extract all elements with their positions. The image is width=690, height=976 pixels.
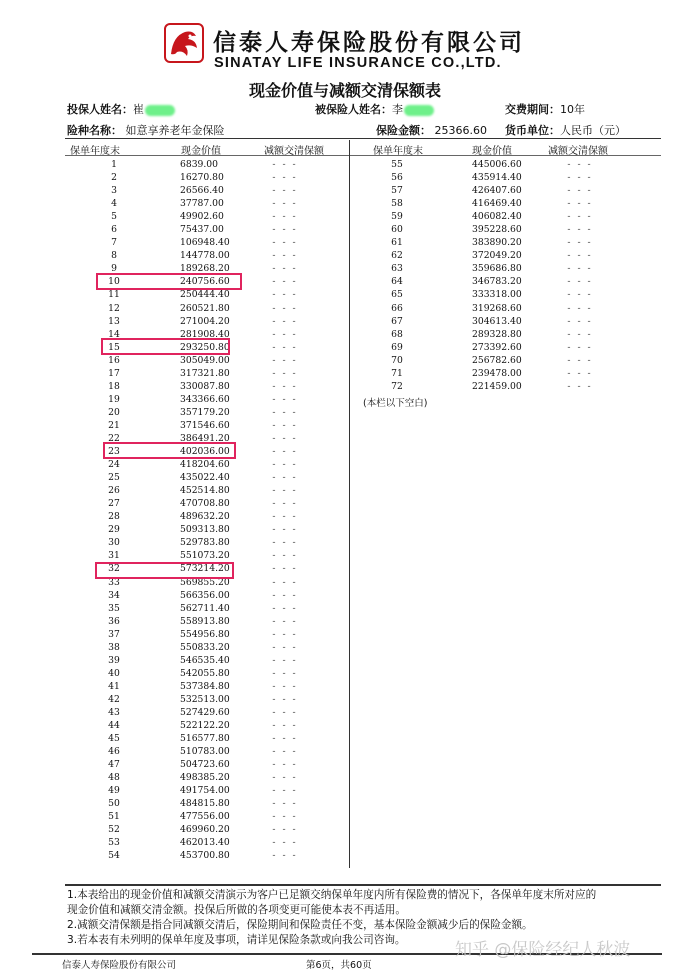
table-cell: 10 — [108, 276, 120, 288]
footnote-3: 3.若本表有未列明的保单年度及事项，请详见保险条款或向我公司咨询。 — [67, 934, 406, 946]
table-cell: 2 — [111, 172, 117, 184]
table-cell: 250444.40 — [180, 289, 230, 301]
table-cell: 462013.40 — [180, 837, 230, 849]
table-cell-dash: - - - — [272, 172, 298, 184]
table-cell: 46 — [108, 746, 120, 758]
table-cell-dash: - - - — [272, 185, 298, 197]
table-cell: 26566.40 — [180, 185, 224, 197]
table-cell: 45 — [108, 733, 120, 745]
table-cell: 29 — [108, 524, 120, 536]
table-cell: 509313.80 — [180, 524, 230, 536]
table-cell: 1 — [111, 159, 117, 170]
table-cell: 273392.60 — [472, 341, 522, 353]
header-year-right: 保单年度末 — [373, 146, 423, 157]
right-year-column — [377, 158, 417, 393]
table-cell-dash: - - - — [272, 393, 298, 405]
table-cell: 57 — [391, 185, 403, 197]
table-cell: 14 — [108, 328, 120, 340]
table-cell-dash: - - - — [272, 746, 298, 758]
table-cell: 504723.60 — [180, 759, 230, 771]
table-cell: 562711.40 — [180, 602, 230, 614]
table-cell: 69 — [391, 341, 403, 353]
redaction-mark — [404, 105, 434, 116]
table-cell-dash: - - - — [567, 276, 593, 288]
table-cell: 27 — [108, 498, 120, 510]
table-cell: 3 — [111, 185, 117, 197]
table-cell: 16270.80 — [180, 172, 224, 184]
table-cell-dash: - - - — [567, 302, 593, 314]
table-cell: 75437.00 — [180, 224, 224, 236]
table-cell: 40 — [108, 667, 120, 679]
table-cell-dash: - - - — [272, 550, 298, 562]
table-cell: 67 — [391, 315, 403, 327]
table-cell-dash: - - - — [272, 576, 298, 588]
table-cell: 19 — [108, 393, 120, 405]
table-cell: 49902.60 — [180, 211, 224, 223]
table-cell: 22 — [108, 432, 120, 444]
table-cell: 435022.40 — [180, 472, 230, 484]
table-cell: 37 — [108, 628, 120, 640]
left-cash-column — [180, 158, 230, 863]
table-cell: 537384.80 — [180, 680, 230, 692]
table-cell: 550833.20 — [180, 641, 230, 653]
table-cell: 532513.00 — [180, 693, 230, 705]
table-cell: 63 — [391, 263, 403, 275]
table-cell-dash: - - - — [272, 837, 298, 849]
table-cell: 31 — [108, 550, 120, 562]
table-cell: 26 — [108, 485, 120, 497]
table-cell: 542055.80 — [180, 667, 230, 679]
table-cell: 386491.20 — [180, 432, 230, 444]
table-cell: 189268.20 — [180, 263, 230, 275]
table-cell: 71 — [391, 367, 403, 379]
table-cell: 72 — [391, 380, 403, 392]
table-cell: 470708.80 — [180, 498, 230, 510]
table-cell: 21 — [108, 419, 120, 431]
table-cell-dash: - - - — [272, 250, 298, 262]
table-cell-dash: - - - — [567, 315, 593, 327]
table-cell-dash: - - - — [272, 798, 298, 810]
table-cell-dash: - - - — [567, 237, 593, 249]
table-cell: 12 — [108, 302, 120, 314]
table-cell-dash: - - - — [272, 263, 298, 275]
table-cell: 330087.80 — [180, 380, 230, 392]
insured-value: 李 — [392, 103, 403, 116]
table-cell: 59 — [391, 211, 403, 223]
header-paidup-left: 减额交清保额 — [264, 146, 324, 157]
table-cell: 60 — [391, 224, 403, 236]
notes-top-border — [65, 884, 661, 886]
header-cash-left: 现金价值 — [181, 146, 221, 157]
table-cell-dash: - - - — [567, 224, 593, 236]
table-cell: 239478.00 — [472, 367, 522, 379]
table-cell-dash: - - - — [272, 759, 298, 771]
footnote-1b: 现金价值和减额交清金额。投保后所做的各项变更可能使本表不再适用。 — [67, 904, 406, 916]
table-cell: 383890.20 — [472, 237, 522, 249]
table-cell: 35 — [108, 602, 120, 614]
table-cell: 359686.80 — [472, 263, 522, 275]
policyholder-field — [67, 101, 175, 117]
table-cell-dash: - - - — [567, 367, 593, 379]
table-cell-dash: - - - — [272, 654, 298, 666]
highlight-year-10 — [96, 273, 242, 290]
product-label: 险种名称： — [67, 124, 122, 137]
footnote-2: 2.减额交清保额是指合同减额交清后，保险期间和保险责任不变，基本保险金额减少后的保险金额。 — [67, 919, 533, 931]
table-cell-dash: - - - — [567, 172, 593, 184]
sum-value: 25366.60 — [434, 124, 487, 137]
table-cell-dash: - - - — [567, 211, 593, 223]
table-cell: 6839.00 — [180, 159, 218, 170]
pay-period-field — [505, 101, 585, 117]
table-cell: 106948.40 — [180, 237, 230, 249]
table-cell-dash: - - - — [567, 263, 593, 275]
table-cell-dash: - - - — [272, 302, 298, 314]
document-title: 现金价值与减额交清保额表 — [248, 81, 441, 100]
table-cell-dash: - - - — [272, 198, 298, 210]
table-cell: 24 — [108, 459, 120, 471]
table-column-divider — [349, 140, 350, 868]
table-cell: 343366.60 — [180, 393, 230, 405]
footer-company: 信泰人寿保险股份有限公司 — [62, 960, 177, 971]
table-cell: 62 — [391, 250, 403, 262]
table-cell-dash: - - - — [272, 667, 298, 679]
table-cell: 498385.20 — [180, 772, 230, 784]
table-cell: 66 — [391, 302, 403, 314]
left-paidup-column — [255, 158, 315, 863]
footer-page-number: 第6页，共60页 — [306, 960, 372, 971]
table-cell: 7 — [111, 237, 117, 249]
table-cell-dash: - - - — [567, 328, 593, 340]
table-cell: 221459.00 — [472, 380, 522, 392]
table-cell-dash: - - - — [272, 237, 298, 249]
table-cell: 333318.00 — [472, 289, 522, 301]
company-logo — [163, 22, 205, 64]
table-cell: 52 — [108, 824, 120, 836]
table-cell-dash: - - - — [272, 354, 298, 366]
table-cell: 558913.80 — [180, 615, 230, 627]
table-cell: 54 — [108, 850, 120, 862]
table-cell-dash: - - - — [567, 380, 593, 392]
table-cell-dash: - - - — [272, 498, 298, 510]
table-cell: 469960.20 — [180, 824, 230, 836]
table-cell: 70 — [391, 354, 403, 366]
highlight-year-23 — [103, 442, 236, 459]
table-cell-dash: - - - — [272, 211, 298, 223]
table-cell-dash: - - - — [272, 524, 298, 536]
table-cell: 61 — [391, 237, 403, 249]
table-cell: 529783.80 — [180, 537, 230, 549]
pay-period-value: 10年 — [560, 103, 585, 116]
product-field — [67, 122, 225, 138]
table-cell-dash: - - - — [272, 824, 298, 836]
table-cell: 16 — [108, 354, 120, 366]
table-cell: 484815.80 — [180, 798, 230, 810]
table-cell: 527429.60 — [180, 706, 230, 718]
right-paidup-column — [550, 158, 610, 393]
table-cell-dash: - - - — [272, 589, 298, 601]
table-cell-dash: - - - — [272, 367, 298, 379]
table-cell: 37787.00 — [180, 198, 224, 210]
header-paidup-right: 减额交清保额 — [548, 146, 608, 157]
table-cell: 8 — [111, 250, 117, 262]
table-cell: 551073.20 — [180, 550, 230, 562]
table-cell: 47 — [108, 759, 120, 771]
table-cell: 346783.20 — [472, 276, 522, 288]
table-cell-dash: - - - — [272, 811, 298, 823]
table-cell-dash: - - - — [272, 785, 298, 797]
table-cell: 18 — [108, 380, 120, 392]
table-cell: 42 — [108, 693, 120, 705]
table-cell: 573214.20 — [180, 563, 230, 575]
table-cell: 522122.20 — [180, 720, 230, 732]
table-cell: 418204.60 — [180, 459, 230, 471]
table-cell-dash: - - - — [272, 615, 298, 627]
table-cell: 32 — [108, 563, 120, 575]
table-cell: 491754.00 — [180, 785, 230, 797]
highlight-year-32 — [95, 562, 234, 579]
table-cell-dash: - - - — [272, 224, 298, 236]
table-cell: 38 — [108, 641, 120, 653]
sum-label: 保险金额： — [376, 124, 431, 137]
table-cell-dash: - - - — [272, 459, 298, 471]
table-cell-dash: - - - — [272, 406, 298, 418]
right-cash-column — [472, 158, 522, 393]
table-cell: 68 — [391, 328, 403, 340]
table-cell-dash: - - - — [272, 472, 298, 484]
table-top-border — [65, 138, 661, 139]
table-cell-dash: - - - — [272, 485, 298, 497]
currency-label: 货币单位： — [505, 124, 560, 137]
redaction-mark — [145, 105, 175, 116]
table-cell: 489632.20 — [180, 511, 230, 523]
table-cell-dash: - - - — [567, 289, 593, 301]
table-cell: 30 — [108, 537, 120, 549]
table-cell: 260521.80 — [180, 302, 230, 314]
table-cell: 33 — [108, 576, 120, 588]
table-cell: 15 — [108, 341, 120, 353]
table-cell-dash: - - - — [272, 850, 298, 862]
table-cell: 304613.40 — [472, 315, 522, 327]
table-cell-dash: - - - — [567, 185, 593, 197]
table-cell: 435914.40 — [472, 172, 522, 184]
table-cell: 271004.20 — [180, 315, 230, 327]
table-cell-dash: - - - — [272, 341, 298, 353]
table-cell: 55 — [391, 159, 403, 170]
table-cell-dash: - - - — [272, 537, 298, 549]
table-cell: 516577.80 — [180, 733, 230, 745]
table-cell: 44 — [108, 720, 120, 732]
table-cell: 372049.20 — [472, 250, 522, 262]
left-year-column — [94, 158, 134, 863]
table-cell: 5 — [111, 211, 117, 223]
table-cell: 58 — [391, 198, 403, 210]
table-cell: 569855.20 — [180, 576, 230, 588]
table-cell: 317321.80 — [180, 367, 230, 379]
company-name-cn: 信泰人寿保险股份有限公司 — [213, 29, 525, 56]
table-cell: 17 — [108, 367, 120, 379]
table-cell-dash: - - - — [272, 641, 298, 653]
table-cell: 477556.00 — [180, 811, 230, 823]
table-cell: 546535.40 — [180, 654, 230, 666]
currency-value: 人民币（元） — [560, 124, 626, 137]
watermark: 知乎 @保险经纪人秋波 — [455, 940, 631, 960]
table-cell: 293250.80 — [180, 341, 230, 353]
table-cell: 281908.40 — [180, 328, 230, 340]
table-cell-dash: - - - — [567, 354, 593, 366]
table-cell: 11 — [108, 289, 120, 301]
table-cell: 240756.60 — [180, 276, 230, 288]
table-cell: 406082.40 — [472, 211, 522, 223]
table-cell: 41 — [108, 680, 120, 692]
insured-field — [315, 101, 434, 117]
insured-label: 被保险人姓名： — [315, 103, 392, 116]
table-cell: 23 — [108, 446, 120, 458]
header-year-left: 保单年度末 — [70, 146, 120, 157]
sum-insured-field — [376, 122, 487, 138]
table-cell-dash: - - - — [272, 380, 298, 392]
table-cell: 319268.60 — [472, 302, 522, 314]
table-cell-dash: - - - — [272, 432, 298, 444]
table-cell: 28 — [108, 511, 120, 523]
company-name-en: SINATAY LIFE INSURANCE CO.,LTD. — [214, 55, 502, 71]
table-cell: 13 — [108, 315, 120, 327]
table-cell-dash: - - - — [567, 198, 593, 210]
table-cell-dash: - - - — [272, 446, 298, 458]
table-cell: 51 — [108, 811, 120, 823]
policyholder-value: 崔 — [133, 103, 144, 116]
table-cell: 20 — [108, 406, 120, 418]
table-cell-dash: - - - — [272, 706, 298, 718]
table-cell-dash: - - - — [567, 159, 593, 170]
table-cell: 371546.60 — [180, 419, 230, 431]
table-cell: 65 — [391, 289, 403, 301]
pay-period-label: 交费期间： — [505, 103, 560, 116]
table-cell-dash: - - - — [272, 511, 298, 523]
highlight-year-15 — [101, 338, 230, 355]
table-cell: 56 — [391, 172, 403, 184]
table-cell-dash: - - - — [272, 159, 298, 170]
table-cell-dash: - - - — [272, 680, 298, 692]
table-cell: 453700.80 — [180, 850, 230, 862]
table-cell: 566356.00 — [180, 589, 230, 601]
table-cell: 6 — [111, 224, 117, 236]
table-cell: 43 — [108, 706, 120, 718]
table-cell: 426407.60 — [472, 185, 522, 197]
header-cash-right: 现金价值 — [472, 146, 512, 157]
table-cell-dash: - - - — [272, 419, 298, 431]
table-cell: 36 — [108, 615, 120, 627]
table-cell: 395228.60 — [472, 224, 522, 236]
table-cell-dash: - - - — [272, 563, 298, 575]
table-cell-dash: - - - — [272, 328, 298, 340]
table-cell: 39 — [108, 654, 120, 666]
table-cell: 416469.40 — [472, 198, 522, 210]
table-cell: 49 — [108, 785, 120, 797]
table-cell: 554956.80 — [180, 628, 230, 640]
blank-below-note: (本栏以下空白) — [363, 398, 428, 409]
table-cell: 289328.80 — [472, 328, 522, 340]
table-cell: 510783.00 — [180, 746, 230, 758]
footnote-1a: 1.本表给出的现金价值和减额交清演示为客户已足额交纳保单年度内所有保险费的情况下，各保单年度末所对应的 — [67, 889, 597, 901]
table-cell: 34 — [108, 589, 120, 601]
table-cell: 48 — [108, 772, 120, 784]
table-cell: 402036.00 — [180, 446, 230, 458]
table-cell: 9 — [111, 263, 117, 275]
table-cell: 53 — [108, 837, 120, 849]
table-cell-dash: - - - — [272, 720, 298, 732]
table-cell: 64 — [391, 276, 403, 288]
table-cell: 452514.80 — [180, 485, 230, 497]
table-cell-dash: - - - — [272, 602, 298, 614]
table-cell-dash: - - - — [272, 772, 298, 784]
table-cell-dash: - - - — [272, 693, 298, 705]
table-cell: 4 — [111, 198, 117, 210]
table-cell-dash: - - - — [567, 250, 593, 262]
table-cell-dash: - - - — [272, 315, 298, 327]
table-cell: 25 — [108, 472, 120, 484]
table-cell: 305049.00 — [180, 354, 230, 366]
table-cell: 445006.60 — [472, 159, 522, 170]
currency-field — [505, 122, 626, 138]
table-cell: 256782.60 — [472, 354, 522, 366]
product-value: 如意享养老年金保险 — [125, 124, 225, 137]
table-cell-dash: - - - — [272, 733, 298, 745]
table-cell-dash: - - - — [272, 628, 298, 640]
table-cell-dash: - - - — [272, 276, 298, 288]
table-cell: 50 — [108, 798, 120, 810]
table-cell-dash: - - - — [272, 289, 298, 301]
table-cell: 144778.00 — [180, 250, 230, 262]
policyholder-label: 投保人姓名： — [67, 103, 133, 116]
table-cell: 357179.20 — [180, 406, 230, 418]
table-cell-dash: - - - — [567, 341, 593, 353]
